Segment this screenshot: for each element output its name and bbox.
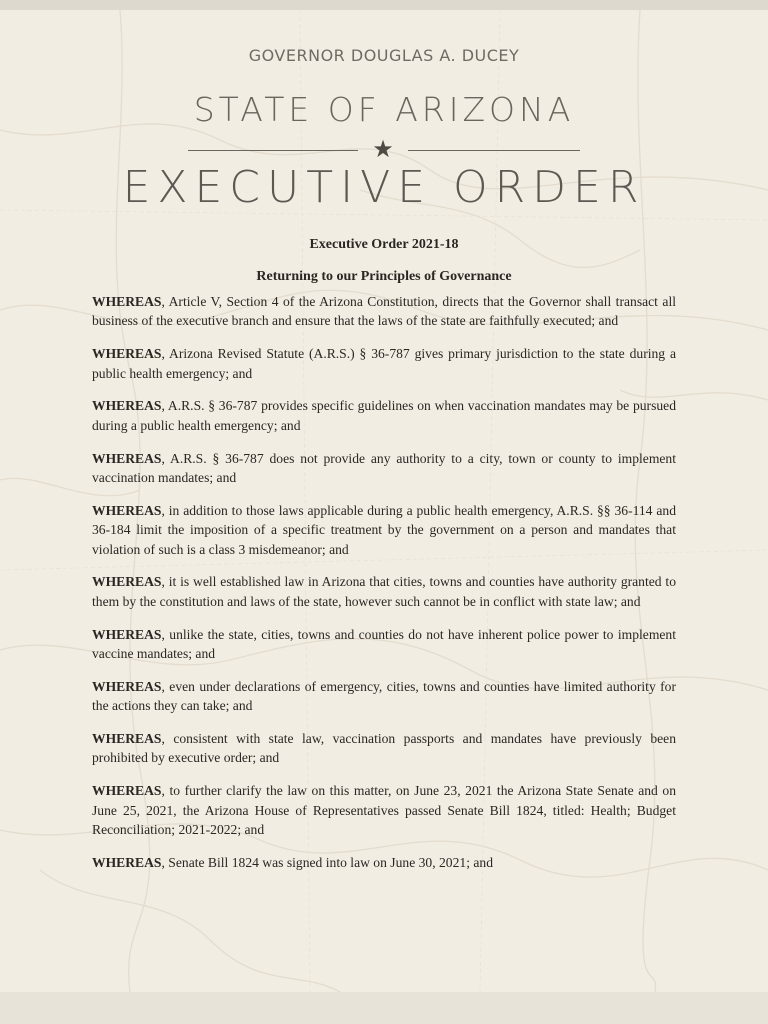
- whereas-lead: WHEREAS: [92, 731, 162, 747]
- whereas-text: , Arizona Revised Statute (A.R.S.) § 36-787 gives primary jurisdiction to the state during a public health emergency; and: [92, 346, 676, 381]
- next-page-edge: [0, 992, 768, 1024]
- whereas-lead: WHEREAS: [92, 574, 162, 590]
- order-number: Executive Order 2021-18: [309, 237, 459, 252]
- star-divider: [0, 138, 768, 162]
- whereas-lead: WHEREAS: [92, 502, 162, 518]
- whereas-text: , A.R.S. § 36-787 does not provide any authority to a city, town or county to implement vaccination mandates; and: [92, 450, 676, 486]
- divider-line-left: [188, 150, 358, 151]
- whereas-lead: WHEREAS: [92, 678, 162, 694]
- whereas-text: , unlike the state, cities, towns and counties do not have inherent police power to implement vaccine mandates; and: [92, 626, 676, 662]
- whereas-text: , it is well established law in Arizona that cities, towns and counties have authority granted to them by the constitution and laws of the state, however such cannot be in conflict with state law; and: [92, 574, 676, 609]
- order-body: [92, 292, 676, 886]
- whereas-paragraph: [92, 449, 676, 488]
- whereas-paragraph: [92, 781, 676, 839]
- divider-line-right: [408, 150, 580, 151]
- governor-name: GOVERNOR DOUGLAS A. DUCEY: [248, 46, 520, 65]
- whereas-text: , to further clarify the law on this matter, on June 23, 2021 the Arizona State Senate and on June 25, 2021, the Arizona House of Representatives passed Senate Bill 1824, titled: Health; Budget Reconciliation; 2021-2022; and: [92, 783, 676, 838]
- whereas-lead: WHEREAS: [92, 783, 162, 799]
- order-title: Returning to our Principles of Governance: [256, 269, 512, 284]
- whereas-text: , even under declarations of emergency, cities, towns and counties have limited authority for the actions they can take; and: [92, 678, 676, 714]
- document-page: [0, 10, 768, 992]
- whereas-paragraph: [92, 292, 676, 331]
- whereas-paragraph: [92, 677, 676, 716]
- whereas-lead: WHEREAS: [92, 450, 162, 466]
- whereas-paragraph: [92, 625, 676, 664]
- whereas-text: , in addition to those laws applicable during a public health emergency, A.R.S. §§ 36-114 and 36-184 limit the imposition of a specific treatment by the government on a person and mandates that violation of such is a class 3 misdemeanor; and: [92, 502, 676, 557]
- whereas-lead: WHEREAS: [92, 294, 162, 309]
- whereas-lead: WHEREAS: [92, 346, 162, 362]
- executive-order-heading: EXECUTIVE ORDER: [122, 162, 646, 213]
- whereas-paragraph: [92, 501, 676, 559]
- whereas-text: , Article V, Section 4 of the Arizona Constitution, directs that the Governor shall transact all business of the executive branch and ensure that the laws of the state are faithfully executed; and: [92, 294, 676, 329]
- whereas-lead: WHEREAS: [92, 626, 162, 642]
- star-icon: ★: [372, 137, 394, 163]
- whereas-text: , Senate Bill 1824 was signed into law on June 30, 2021; and: [161, 854, 494, 870]
- whereas-text: , consistent with state law, vaccination passports and mandates have previously been prohibited by executive order; and: [92, 731, 676, 766]
- whereas-lead: WHEREAS: [92, 398, 162, 414]
- whereas-paragraph: [92, 396, 676, 435]
- whereas-paragraph: [92, 344, 676, 383]
- whereas-paragraph: [92, 572, 676, 611]
- whereas-paragraph: [92, 729, 676, 768]
- whereas-paragraph: [92, 853, 676, 872]
- state-heading: STATE OF ARIZONA: [193, 90, 575, 129]
- whereas-text: , A.R.S. § 36-787 provides specific guidelines on when vaccination mandates may be pursued during a public health emergency; and: [92, 398, 676, 433]
- whereas-lead: WHEREAS: [92, 854, 162, 870]
